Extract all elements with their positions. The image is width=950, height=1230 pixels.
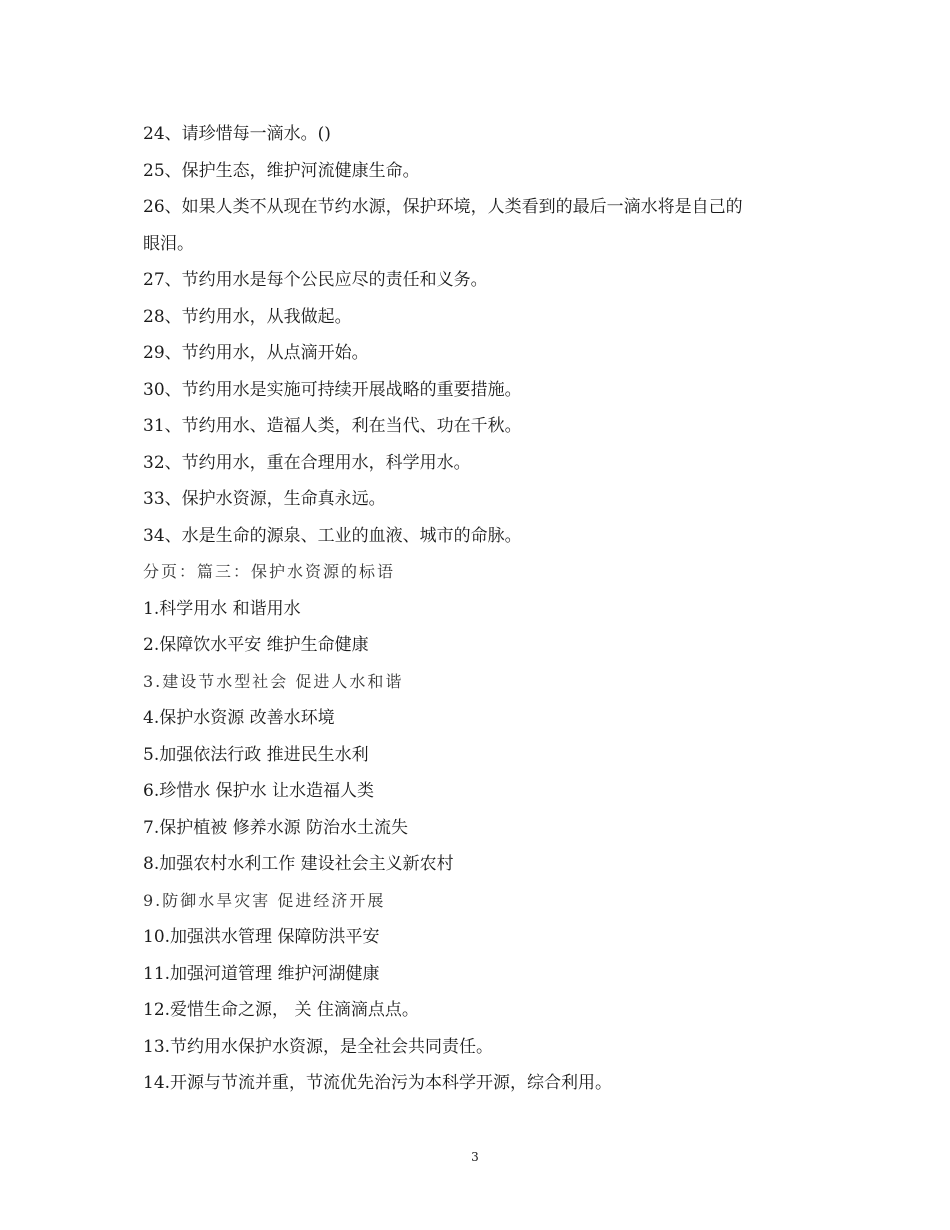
list-item: 31、节约用水、造福人类，利在当代、功在千秋。: [143, 416, 522, 436]
document-body: [143, 116, 823, 1102]
list-item: 13.节约用水保护水资源，是全社会共同责任。: [143, 1036, 494, 1057]
page-number: 3: [471, 1150, 479, 1164]
list-item-continuation: 眼泪。: [143, 233, 194, 254]
list-item: 9.防御水旱灾害 促进经济开展: [143, 890, 386, 910]
list-item: 5.加强依法行政 推进民生水利: [143, 744, 369, 765]
list-item: 8.加强农村水利工作 建设社会主义新农村: [143, 854, 454, 874]
list-item: 10.加强洪水管理 保障防洪平安: [143, 927, 380, 947]
list-item: 29、节约用水，从点滴开始。: [143, 343, 369, 363]
list-item: 3.建设节水型社会 促进人水和谐: [143, 671, 404, 691]
list-item: 32、节约用水，重在合理用水，科学用水。: [143, 452, 471, 473]
list-item: 1.科学用水 和谐用水: [143, 598, 301, 619]
list-item: 28、节约用水，从我做起。: [143, 306, 352, 327]
list-item: 24、请珍惜每一滴水。(): [143, 124, 331, 144]
list-item: 7.保护植被 修养水源 防治水土流失: [143, 817, 409, 838]
section-heading: 分页：篇三：保护水资源的标语: [143, 562, 396, 581]
list-item: 34、水是生命的源泉、工业的血液、城市的命脉。: [143, 525, 522, 546]
list-item: 11.加强河道管理 维护河湖健康: [143, 963, 380, 984]
list-item: 2.保障饮水平安 维护生命健康: [143, 635, 369, 655]
list-item: 25、保护生态，维护河流健康生命。: [143, 160, 420, 181]
list-item: 27、节约用水是每个公民应尽的责任和义务。: [143, 270, 488, 290]
list-item: 30、节约用水是实施可持续开展战略的重要措施。: [143, 379, 522, 400]
list-item: 4.保护水资源 改善水环境: [143, 708, 335, 728]
list-item: 26、如果人类不从现在节约水源，保护环境，人类看到的最后一滴水将是自己的: [143, 197, 743, 217]
list-item: 12.爱惜生命之源， 关 住滴滴点点。: [143, 1000, 419, 1020]
list-item: 33、保护水资源，生命真永远。: [143, 489, 386, 509]
list-item: 6.珍惜水 保护水 让水造福人类: [143, 781, 375, 801]
list-item: 14.开源与节流并重，节流优先治污为本科学开源，综合利用。: [143, 1073, 613, 1093]
